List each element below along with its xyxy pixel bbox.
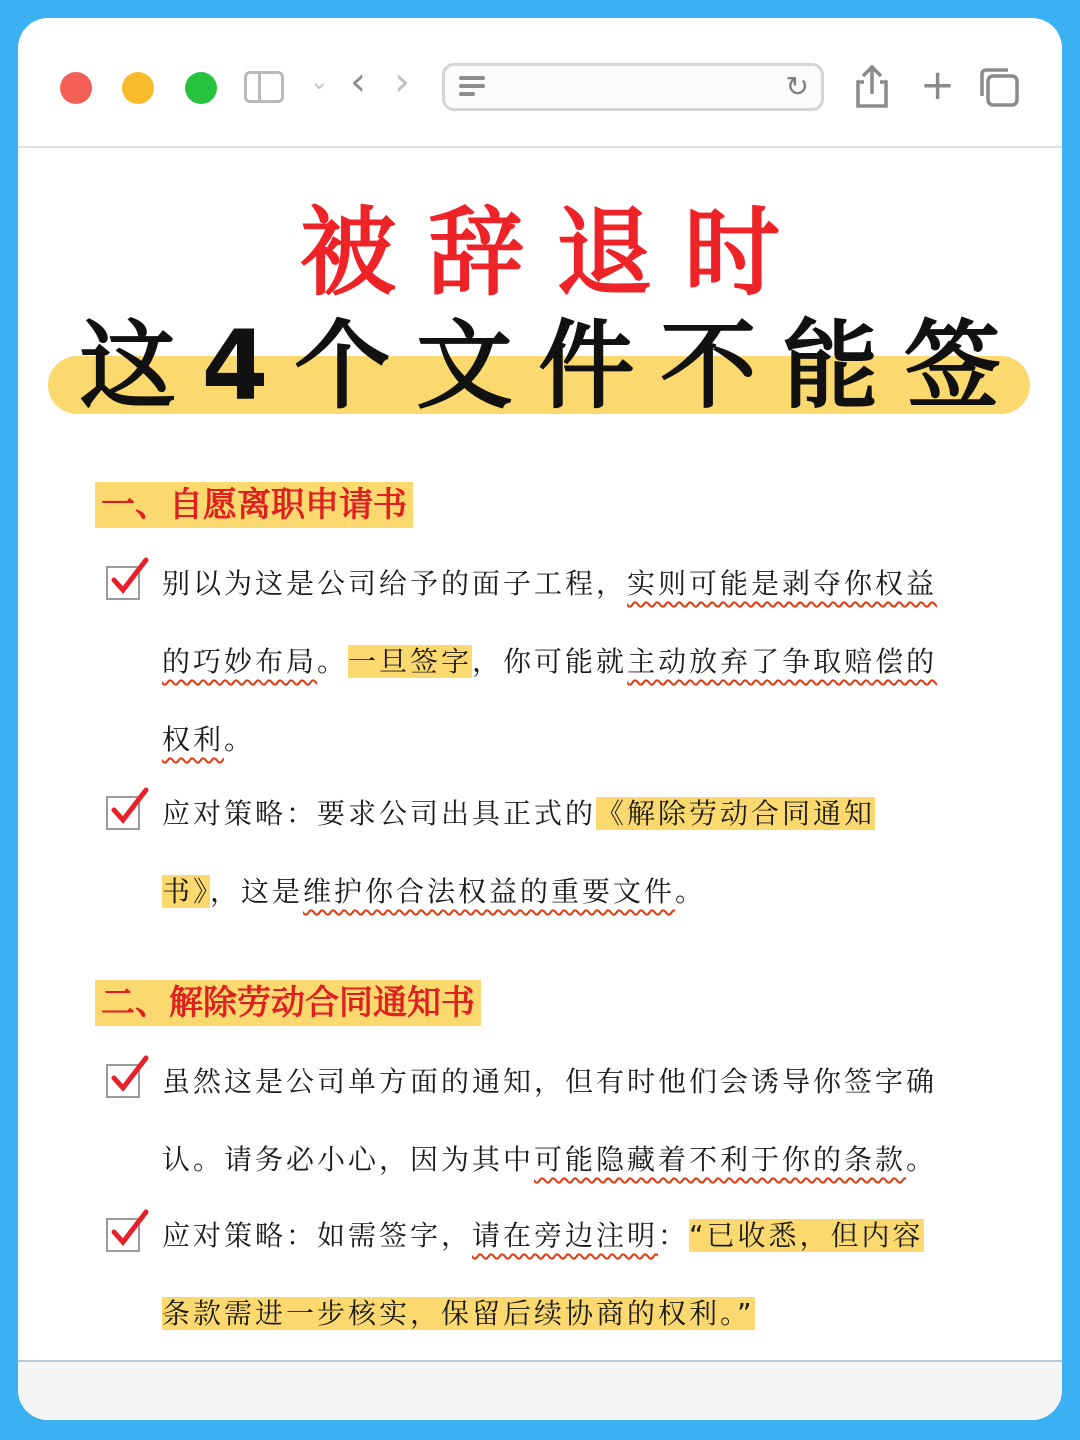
text-line <box>162 1216 924 1256</box>
text-span: 虽然这是公司单方面的通知，但有时他们会诱导你签字确 <box>162 1065 938 1098</box>
underlined-text: 请在旁边注明 <box>472 1219 659 1252</box>
text-line <box>162 564 937 604</box>
text-span: ，这是 <box>210 875 304 908</box>
highlighted-text: 《解除劳动合同通知 <box>596 797 876 830</box>
underlined-text: 实则可能是剥夺你权益 <box>627 567 938 600</box>
minimize-window-button[interactable] <box>122 72 154 104</box>
section-heading-2: 二、解除劳动合同通知书 <box>95 980 481 1026</box>
plus-icon[interactable]: + <box>920 60 956 109</box>
bottom-bar <box>18 1360 1062 1420</box>
browser-toolbar <box>18 18 1062 148</box>
text-line <box>162 1294 755 1334</box>
checkbox-checked-icon <box>106 1218 140 1252</box>
article-content <box>18 148 1062 1360</box>
text-line <box>162 872 706 912</box>
address-bar[interactable] <box>442 63 824 111</box>
text-span: 应对策略：如需签字， <box>162 1219 473 1252</box>
reload-icon[interactable]: ↻ <box>785 70 809 103</box>
chevron-down-icon[interactable]: ⌄ <box>310 70 329 95</box>
page-icon <box>459 76 485 98</box>
underlined-text: 主动放弃了争取赔偿的 <box>627 645 938 678</box>
share-icon[interactable] <box>850 64 894 110</box>
underlined-text: 可能隐藏着不利于你的条款 <box>534 1143 907 1176</box>
text-line <box>162 1062 937 1102</box>
close-window-button[interactable] <box>60 72 92 104</box>
highlighted-text: 一旦签字 <box>348 645 473 678</box>
highlighted-text: 条款需进一步核实，保留后续协商的权利。” <box>162 1297 755 1330</box>
text-span: 别以为这是公司给予的面子工程， <box>162 567 628 600</box>
back-arrow-icon[interactable]: ‹ <box>350 59 366 105</box>
text-span: 。 <box>224 723 256 756</box>
underlined-text: 的巧妙布局 <box>162 645 318 678</box>
underlined-text: 权利 <box>162 723 225 756</box>
browser-window <box>18 18 1062 1420</box>
zoom-window-button[interactable] <box>185 72 217 104</box>
section-heading-1: 一、自愿离职申请书 <box>95 482 413 528</box>
sidebar-icon[interactable] <box>244 71 284 103</box>
text-span: 。 <box>675 875 707 908</box>
text-line <box>162 1140 937 1180</box>
text-span: ： <box>658 1219 690 1252</box>
tabs-overview-icon[interactable] <box>978 66 1020 108</box>
checkbox-checked-icon <box>106 796 140 830</box>
text-span: 。 <box>317 645 349 678</box>
forward-arrow-icon[interactable]: › <box>394 59 410 105</box>
underlined-text: 维护你合法权益的重要文件 <box>303 875 676 908</box>
highlighted-text: 书》 <box>162 875 211 908</box>
text-span: 。 <box>906 1143 938 1176</box>
highlighted-text: “已收悉，但内容 <box>689 1219 924 1252</box>
checkbox-checked-icon <box>106 1064 140 1098</box>
text-span: ，你可能就 <box>472 645 628 678</box>
text-span: 应对策略：要求公司出具正式的 <box>162 797 597 830</box>
title-line-1: 被辞退时 <box>300 197 812 309</box>
text-span: 认。请务必小心，因为其中 <box>162 1143 535 1176</box>
text-line <box>162 720 255 760</box>
text-line <box>162 642 937 682</box>
checkbox-checked-icon <box>106 566 140 600</box>
text-line <box>162 794 875 834</box>
title-line-2: 这4个文件不能签 <box>79 310 1027 422</box>
